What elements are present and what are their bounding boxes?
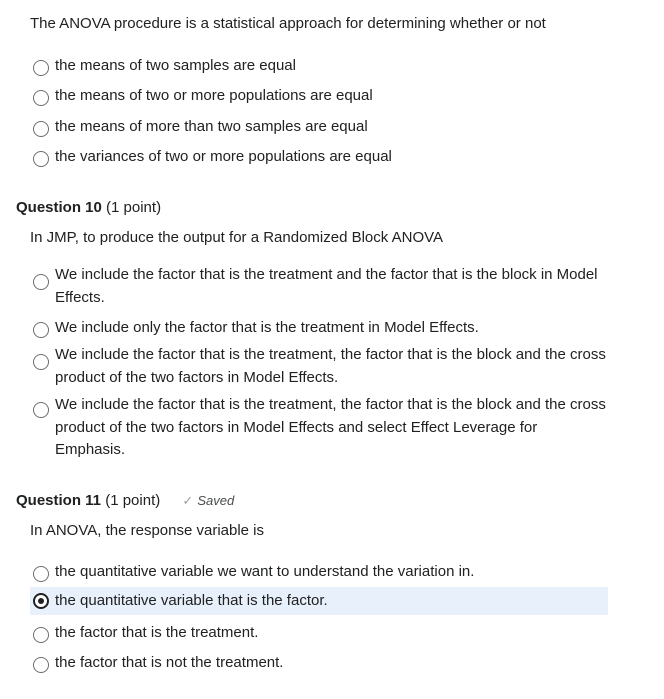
question-10-header: [16, 198, 161, 218]
question-9-option-1[interactable]: [30, 55, 608, 78]
top-clip: [0, 0, 664, 4]
option-label: We include the factor that is the treatment and the factor that is the block in Model Effects.: [55, 266, 598, 306]
question-11-option-2-selected[interactable]: [30, 587, 608, 615]
question-11-option-3[interactable]: [30, 622, 608, 645]
option-label: the means of two or more populations are equal: [55, 87, 373, 104]
radio-button-icon[interactable]: [33, 60, 49, 76]
radio-button-icon[interactable]: [33, 90, 49, 106]
question-10-option-2[interactable]: [30, 317, 608, 340]
saved-label: Saved: [197, 493, 235, 508]
radio-button-icon[interactable]: [33, 657, 49, 673]
option-label: We include the factor that is the treatment, the factor that is the block and the cross product of the two factors in Model Effects and select Effect Leverage for Emphasis.: [55, 396, 606, 458]
question-11-option-4[interactable]: [30, 652, 608, 675]
radio-button-icon[interactable]: [33, 627, 49, 643]
checkmark-icon: ✓: [182, 493, 194, 508]
question-title: Question 11: [16, 492, 102, 509]
question-9-option-3[interactable]: [30, 116, 608, 139]
question-11-header: [16, 491, 234, 511]
radio-button-icon[interactable]: [33, 354, 49, 370]
option-label: the variances of two or more populations are equal: [55, 148, 392, 165]
question-9-option-4[interactable]: [30, 146, 608, 169]
option-label: the quantitative variable that is the factor.: [55, 591, 328, 609]
question-10-prompt: In JMP, to produce the output for a Randomized Block ANOVA: [30, 229, 444, 246]
question-11-prompt: In ANOVA, the response variable is: [30, 522, 265, 539]
option-label: the quantitative variable we want to understand the variation in.: [55, 563, 475, 580]
saved-status: [182, 493, 234, 508]
question-9-option-2[interactable]: [30, 85, 608, 108]
radio-button-icon[interactable]: [33, 121, 49, 137]
question-10-option-3[interactable]: [30, 344, 608, 389]
question-title: Question 10: [16, 199, 102, 216]
question-10-option-1[interactable]: [30, 264, 608, 309]
question-11-option-1[interactable]: [30, 561, 608, 584]
radio-button-icon[interactable]: [33, 402, 49, 418]
radio-button-icon[interactable]: [33, 322, 49, 338]
option-label: the means of two samples are equal: [55, 57, 296, 74]
option-label: We include the factor that is the treatment, the factor that is the block and the cross product of the two factors in Model Effects.: [55, 346, 606, 386]
radio-button-icon[interactable]: [33, 566, 49, 582]
option-label: the factor that is not the treatment.: [55, 654, 284, 671]
question-10-option-4[interactable]: [30, 394, 608, 462]
option-label: the factor that is the treatment.: [55, 624, 259, 641]
question-points: (1 point): [105, 492, 161, 509]
question-points: (1 point): [106, 199, 162, 216]
radio-button-icon[interactable]: [33, 151, 49, 167]
option-label: the means of more than two samples are equal: [55, 118, 368, 135]
radio-button-selected-icon[interactable]: [33, 593, 49, 609]
question-9-prompt: The ANOVA procedure is a statistical approach for determining whether or not: [30, 15, 546, 32]
option-label: We include only the factor that is the treatment in Model Effects.: [55, 319, 479, 336]
radio-button-icon[interactable]: [33, 274, 49, 290]
